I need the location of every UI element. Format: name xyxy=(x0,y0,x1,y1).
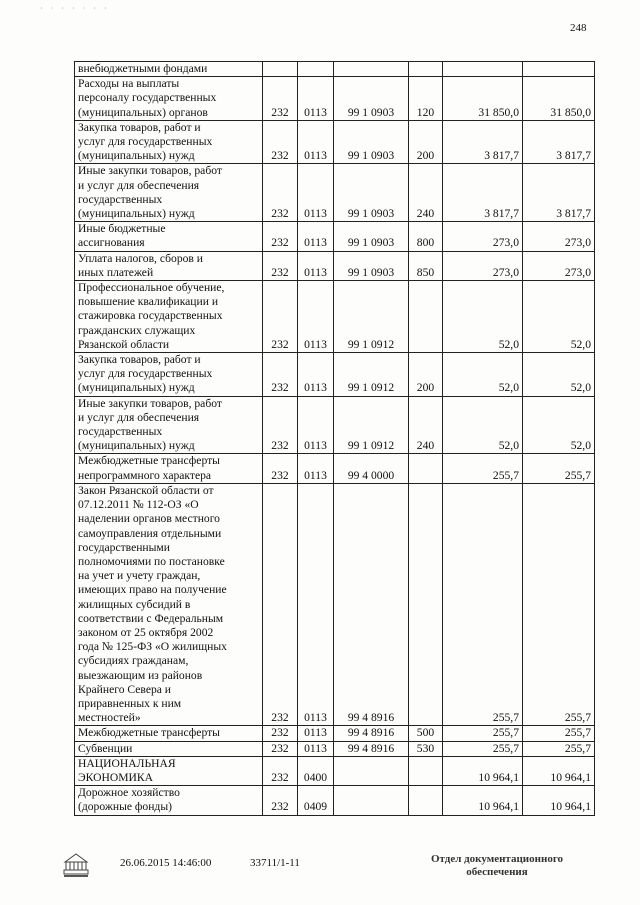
cell-target-article: 99 1 0912 xyxy=(334,353,409,397)
cell-ministry-code: 232 xyxy=(263,756,298,785)
cell-amount-approved: 10 964,1 xyxy=(523,756,595,785)
table-row xyxy=(75,164,595,222)
table-row xyxy=(75,62,595,77)
table-row xyxy=(75,726,595,741)
cell-expense-type: 850 xyxy=(409,251,443,280)
cell-target-article xyxy=(334,756,409,785)
cell-section-code: 0113 xyxy=(298,251,334,280)
cell-name: Иные бюджетные ассигнования xyxy=(75,222,263,251)
cell-expense-type: 530 xyxy=(409,741,443,756)
cell-name: Межбюджетные трансферты непрограммного характера xyxy=(75,454,263,483)
cell-amount-approved: 3 817,7 xyxy=(523,120,595,164)
cell-name: Профессиональное обучение, повышение квалификации и стажировка государственных гражданских служащих Рязанской области xyxy=(75,281,263,353)
cell-ministry-code: 232 xyxy=(263,483,298,725)
cell-expense-type xyxy=(409,454,443,483)
cell-amount: 273,0 xyxy=(443,251,523,280)
cell-amount: 3 817,7 xyxy=(443,164,523,222)
cell-expense-type xyxy=(409,483,443,725)
table-row xyxy=(75,222,595,251)
cell-amount-approved: 3 817,7 xyxy=(523,164,595,222)
cell-expense-type xyxy=(409,786,443,815)
cell-section-code: 0113 xyxy=(298,353,334,397)
cell-expense-type: 200 xyxy=(409,120,443,164)
cell-expense-type: 240 xyxy=(409,164,443,222)
footer-date: 26.06.2015 14:46:00 xyxy=(120,857,212,869)
cell-name: Иные закупки товаров, работ и услуг для обеспечения государственных (муниципальных) нужд xyxy=(75,164,263,222)
cell-section-code: 0113 xyxy=(298,281,334,353)
cell-target-article: 99 4 0000 xyxy=(334,454,409,483)
cell-amount: 31 850,0 xyxy=(443,77,523,121)
cell-section-code: 0113 xyxy=(298,483,334,725)
table-row xyxy=(75,77,595,121)
cell-amount-approved: 52,0 xyxy=(523,396,595,454)
cell-name: Уплата налогов, сборов и иных платежей xyxy=(75,251,263,280)
cell-ministry-code: 232 xyxy=(263,77,298,121)
cell-target-article: 99 4 8916 xyxy=(334,483,409,725)
cell-amount: 3 817,7 xyxy=(443,120,523,164)
cell-ministry-code: 232 xyxy=(263,222,298,251)
table-row xyxy=(75,454,595,483)
cell-expense-type xyxy=(409,756,443,785)
cell-name: Закупка товаров, работ и услуг для государственных (муниципальных) нужд xyxy=(75,120,263,164)
cell-target-article: 99 4 8916 xyxy=(334,726,409,741)
cell-section-code: 0113 xyxy=(298,120,334,164)
cell-amount-approved: 273,0 xyxy=(523,222,595,251)
cell-amount: 52,0 xyxy=(443,281,523,353)
cell-amount-approved: 31 850,0 xyxy=(523,77,595,121)
cell-section-code: 0409 xyxy=(298,786,334,815)
cell-target-article xyxy=(334,62,409,77)
cell-ministry-code: 232 xyxy=(263,353,298,397)
cell-target-article: 99 1 0903 xyxy=(334,222,409,251)
cell-target-article: 99 1 0903 xyxy=(334,251,409,280)
footer-document-code: 33711/1-11 xyxy=(250,857,300,869)
cell-expense-type: 240 xyxy=(409,396,443,454)
table-row xyxy=(75,353,595,397)
cell-section-code xyxy=(298,62,334,77)
cell-amount-approved: 273,0 xyxy=(523,251,595,280)
cell-expense-type: 120 xyxy=(409,77,443,121)
cell-amount-approved xyxy=(523,62,595,77)
cell-amount: 10 964,1 xyxy=(443,786,523,815)
cell-expense-type xyxy=(409,62,443,77)
cell-section-code: 0113 xyxy=(298,726,334,741)
cell-target-article: 99 1 0912 xyxy=(334,396,409,454)
cell-ministry-code xyxy=(263,62,298,77)
cell-amount xyxy=(443,62,523,77)
cell-ministry-code: 232 xyxy=(263,281,298,353)
table-row xyxy=(75,483,595,725)
table-row xyxy=(75,120,595,164)
cell-ministry-code: 232 xyxy=(263,454,298,483)
table-row xyxy=(75,741,595,756)
cell-amount: 273,0 xyxy=(443,222,523,251)
cell-amount: 52,0 xyxy=(443,353,523,397)
cell-target-article: 99 4 8916 xyxy=(334,741,409,756)
cell-expense-type: 200 xyxy=(409,353,443,397)
cell-amount: 255,7 xyxy=(443,454,523,483)
cell-section-code: 0113 xyxy=(298,222,334,251)
cell-amount-approved: 52,0 xyxy=(523,281,595,353)
cell-amount: 10 964,1 xyxy=(443,756,523,785)
footer-department: Отдел документационного обеспечения xyxy=(430,853,564,878)
cell-section-code: 0113 xyxy=(298,77,334,121)
cell-name: Закон Рязанской области от 07.12.2011 № 112-ОЗ «О наделении органов местного самоуправления отдельными государственными полномочиями по постановке на учет и учету граждан, имеющих право на получение жилищных субсидий в соответствии с Федеральным законом от 25 октября 2002 года № 125-ФЗ «О жилищных субсидиях гражданам, выезжающим из районов Крайнего Севера и приравненных к ним местностей» xyxy=(75,483,263,725)
cell-amount: 52,0 xyxy=(443,396,523,454)
cell-amount-approved: 255,7 xyxy=(523,454,595,483)
duma-emblem-icon xyxy=(60,848,92,878)
cell-target-article: 99 1 0903 xyxy=(334,77,409,121)
cell-ministry-code: 232 xyxy=(263,741,298,756)
cell-target-article xyxy=(334,786,409,815)
cell-target-article: 99 1 0912 xyxy=(334,281,409,353)
cell-name: Субвенции xyxy=(75,741,263,756)
cell-section-code: 0113 xyxy=(298,741,334,756)
table-row xyxy=(75,396,595,454)
cell-amount: 255,7 xyxy=(443,483,523,725)
cell-name: Иные закупки товаров, работ и услуг для обеспечения государственных (муниципальных) нужд xyxy=(75,396,263,454)
cell-amount-approved: 255,7 xyxy=(523,741,595,756)
cell-expense-type xyxy=(409,281,443,353)
cell-ministry-code: 232 xyxy=(263,164,298,222)
cell-amount-approved: 255,7 xyxy=(523,726,595,741)
table-row xyxy=(75,786,595,815)
cell-section-code: 0400 xyxy=(298,756,334,785)
cell-section-code: 0113 xyxy=(298,396,334,454)
table-row xyxy=(75,756,595,785)
cell-ministry-code: 232 xyxy=(263,726,298,741)
cell-name: Расходы на выплаты персоналу государственных (муниципальных) органов xyxy=(75,77,263,121)
table-row xyxy=(75,251,595,280)
cell-name: внебюджетными фондами xyxy=(75,62,263,77)
cell-expense-type: 500 xyxy=(409,726,443,741)
cell-name: Дорожное хозяйство (дорожные фонды) xyxy=(75,786,263,815)
cell-name: Межбюджетные трансферты xyxy=(75,726,263,741)
cell-expense-type: 800 xyxy=(409,222,443,251)
cell-amount-approved: 255,7 xyxy=(523,483,595,725)
cell-ministry-code: 232 xyxy=(263,120,298,164)
cell-ministry-code: 232 xyxy=(263,251,298,280)
cell-target-article: 99 1 0903 xyxy=(334,120,409,164)
page-number: 248 xyxy=(570,22,587,34)
cell-target-article: 99 1 0903 xyxy=(334,164,409,222)
table-row xyxy=(75,281,595,353)
cell-amount-approved: 10 964,1 xyxy=(523,786,595,815)
cell-name: НАЦИОНАЛЬНАЯ ЭКОНОМИКА xyxy=(75,756,263,785)
cell-amount: 255,7 xyxy=(443,741,523,756)
cell-ministry-code: 232 xyxy=(263,396,298,454)
scan-artifact: · · · · · · · xyxy=(40,4,110,13)
cell-ministry-code: 232 xyxy=(263,786,298,815)
budget-table xyxy=(74,61,595,816)
cell-name: Закупка товаров, работ и услуг для государственных (муниципальных) нужд xyxy=(75,353,263,397)
cell-amount: 255,7 xyxy=(443,726,523,741)
cell-section-code: 0113 xyxy=(298,454,334,483)
cell-amount-approved: 52,0 xyxy=(523,353,595,397)
cell-section-code: 0113 xyxy=(298,164,334,222)
